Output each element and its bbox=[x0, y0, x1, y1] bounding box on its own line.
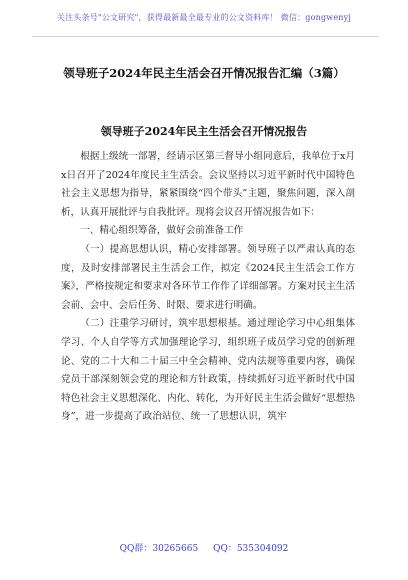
body-paragraph: （二）注重学习研讨，筑牢思想根基。通过理论学习中心组集体学习、个人自学等方式加强理论学习，组织班子成员学习党的创新理论、党的二十大和二十届三中全会精神、党内法规等重要内容，确保党员干部深刻领会党的理论和方针政策，持续抓好习近平新时代中国特色社会主义思想深化、内化、转化，为开好民主生活会做好“思想热身”，进一步提高了政治站位、统一了思想认识，筑牢 bbox=[61, 318, 355, 423]
footer-contact bbox=[0, 541, 408, 554]
header-divider bbox=[32, 36, 378, 37]
document-title: 领导班子2024年民主生活会召开情况报告汇编（3篇） bbox=[63, 66, 345, 80]
article-body bbox=[61, 148, 355, 427]
body-paragraph: 根据上级统一部署，经请示区第三督导小组同意后，我单位于x月x日召开了2024年度民主生活会。会议坚持以习近平新时代中国特色社会主义思想为指导，紧紧围绕“四个带头”主题，聚焦问题，深入剖析，认真开展批评与自我批评。现将会议召开情况报告如下： bbox=[61, 151, 355, 218]
article-title: 领导班子2024年民主生活会召开情况报告 bbox=[100, 125, 308, 138]
footer-qq-group: QQ群：30265665 bbox=[119, 544, 199, 554]
header-promo-text: 关注头条号"公文研究"，获得最新最全最专业的公文资料库！ 微信：gongwenyj bbox=[56, 13, 352, 22]
section-heading: 一、精心组织筹备，做好会前准备工作 bbox=[80, 225, 244, 237]
footer-qq-number: QQ：535304092 bbox=[213, 544, 289, 554]
body-paragraph: （一）提高思想认识，精心安排部署。领导班子以严肃认真的态度，及时安排部署民主生活会工作，拟定《2024民主生活会工作方案》，严格按规定和要求对各环节工作作了详细部署。方案对民主生活会前、会中、会后任务、时限、要求进行明确。 bbox=[61, 243, 355, 311]
